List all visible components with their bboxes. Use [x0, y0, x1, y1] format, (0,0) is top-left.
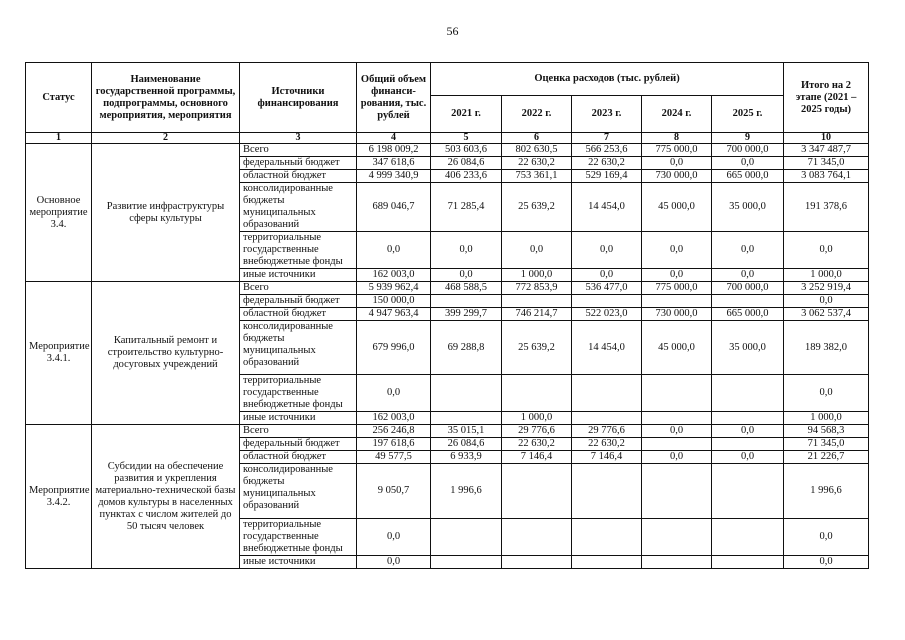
status-cell: Мероприятие 3.4.1. — [26, 282, 92, 425]
budget-table — [25, 62, 869, 569]
value-cell: 0,0 — [431, 232, 502, 269]
value-cell: 14 454,0 — [572, 183, 642, 232]
value-cell — [642, 412, 712, 425]
value-cell — [572, 375, 642, 412]
value-cell: 665 000,0 — [712, 170, 784, 183]
source-cell: областной бюджет — [240, 308, 357, 321]
value-cell: 45 000,0 — [642, 183, 712, 232]
value-cell — [642, 464, 712, 519]
value-cell: 0,0 — [502, 232, 572, 269]
header-sources: Источники финансирования — [240, 63, 357, 133]
value-cell: 3 347 487,7 — [784, 144, 869, 157]
column-number: 8 — [642, 133, 712, 144]
source-cell: федеральный бюджет — [240, 295, 357, 308]
value-cell — [712, 556, 784, 569]
column-number: 2 — [92, 133, 240, 144]
value-cell: 0,0 — [642, 269, 712, 282]
value-cell: 9 050,7 — [357, 464, 431, 519]
value-cell — [502, 556, 572, 569]
value-cell: 775 000,0 — [642, 144, 712, 157]
value-cell: 0,0 — [712, 157, 784, 170]
value-cell: 522 023,0 — [572, 308, 642, 321]
value-cell: 468 588,5 — [431, 282, 502, 295]
value-cell: 665 000,0 — [712, 308, 784, 321]
value-cell — [572, 412, 642, 425]
value-cell: 1 000,0 — [784, 412, 869, 425]
value-cell — [431, 412, 502, 425]
value-cell: 5 939 962,4 — [357, 282, 431, 295]
value-cell — [502, 464, 572, 519]
header-estimate: Оценка расходов (тыс. рублей) — [431, 63, 784, 96]
program-name-cell: Субсидии на обеспечение развития и укрепления материально-технической базы домов культуры в населенных пунктах с числом жителей до 50 тысяч человек — [92, 425, 240, 569]
value-cell: 772 853,9 — [502, 282, 572, 295]
value-cell: 1 000,0 — [784, 269, 869, 282]
value-cell: 4 999 340,9 — [357, 170, 431, 183]
value-cell: 6 933,9 — [431, 451, 502, 464]
value-cell: 0,0 — [642, 157, 712, 170]
value-cell: 35 015,1 — [431, 425, 502, 438]
value-cell: 0,0 — [784, 519, 869, 556]
value-cell — [712, 519, 784, 556]
value-cell: 3 083 764,1 — [784, 170, 869, 183]
value-cell: 0,0 — [357, 556, 431, 569]
source-cell: консолидированные бюджеты муниципальных образований — [240, 183, 357, 232]
value-cell: 3 062 537,4 — [784, 308, 869, 321]
value-cell — [502, 519, 572, 556]
value-cell: 150 000,0 — [357, 295, 431, 308]
column-number: 9 — [712, 133, 784, 144]
value-cell: 406 233,6 — [431, 170, 502, 183]
value-cell: 503 603,6 — [431, 144, 502, 157]
value-cell: 347 618,6 — [357, 157, 431, 170]
value-cell: 0,0 — [642, 425, 712, 438]
value-cell — [431, 295, 502, 308]
value-cell: 0,0 — [784, 375, 869, 412]
value-cell: 25 639,2 — [502, 321, 572, 375]
value-cell: 0,0 — [712, 232, 784, 269]
value-cell: 22 630,2 — [502, 438, 572, 451]
value-cell — [572, 464, 642, 519]
value-cell: 94 568,3 — [784, 425, 869, 438]
source-cell: федеральный бюджет — [240, 438, 357, 451]
value-cell: 1 000,0 — [502, 412, 572, 425]
value-cell: 7 146,4 — [502, 451, 572, 464]
header-year: 2024 г. — [642, 96, 712, 133]
program-name-cell: Капитальный ремонт и строительство культурно-досуговых учреждений — [92, 282, 240, 425]
value-cell: 22 630,2 — [572, 157, 642, 170]
value-cell: 162 003,0 — [357, 412, 431, 425]
table-row — [26, 144, 869, 157]
value-cell: 71 345,0 — [784, 438, 869, 451]
source-cell: Всего — [240, 282, 357, 295]
value-cell — [572, 519, 642, 556]
value-cell: 0,0 — [784, 232, 869, 269]
value-cell — [502, 375, 572, 412]
value-cell: 71 345,0 — [784, 157, 869, 170]
page-number: 56 — [446, 24, 459, 38]
value-cell: 29 776,6 — [572, 425, 642, 438]
value-cell: 700 000,0 — [712, 144, 784, 157]
value-cell — [572, 295, 642, 308]
source-cell: консолидированные бюджеты муниципальных образований — [240, 464, 357, 519]
value-cell — [642, 375, 712, 412]
value-cell: 0,0 — [642, 232, 712, 269]
value-cell: 3 252 919,4 — [784, 282, 869, 295]
source-cell: Всего — [240, 425, 357, 438]
source-cell: территориальные государственные внебюджетные фонды — [240, 519, 357, 556]
value-cell: 700 000,0 — [712, 282, 784, 295]
value-cell: 197 618,6 — [357, 438, 431, 451]
column-number: 10 — [784, 133, 869, 144]
source-cell: территориальные государственные внебюджетные фонды — [240, 232, 357, 269]
column-number: 3 — [240, 133, 357, 144]
value-cell: 4 947 963,4 — [357, 308, 431, 321]
value-cell: 45 000,0 — [642, 321, 712, 375]
value-cell: 26 084,6 — [431, 438, 502, 451]
value-cell: 566 253,6 — [572, 144, 642, 157]
value-cell: 0,0 — [357, 375, 431, 412]
value-cell — [642, 556, 712, 569]
value-cell: 775 000,0 — [642, 282, 712, 295]
value-cell — [642, 438, 712, 451]
header-total: Общий объем финанси-рования, тыс. рублей — [357, 63, 431, 133]
source-cell: консолидированные бюджеты муниципальных образований — [240, 321, 357, 375]
status-cell: Основное мероприятие 3.4. — [26, 144, 92, 282]
value-cell: 71 285,4 — [431, 183, 502, 232]
value-cell — [642, 295, 712, 308]
value-cell: 0,0 — [572, 269, 642, 282]
column-number: 1 — [26, 133, 92, 144]
value-cell: 0,0 — [784, 295, 869, 308]
column-number: 7 — [572, 133, 642, 144]
source-cell: территориальные государственные внебюджетные фонды — [240, 375, 357, 412]
value-cell — [712, 438, 784, 451]
value-cell: 399 299,7 — [431, 308, 502, 321]
value-cell — [431, 519, 502, 556]
value-cell: 69 288,8 — [431, 321, 502, 375]
header-program-name: Наименование государственной программы, подпрограммы, основного мероприятия, мероприятия — [92, 63, 240, 133]
value-cell: 730 000,0 — [642, 170, 712, 183]
value-cell: 189 382,0 — [784, 321, 869, 375]
value-cell: 256 246,8 — [357, 425, 431, 438]
header-stage-total: Итого на 2 этапе (2021 – 2025 годы) — [784, 63, 869, 133]
value-cell: 35 000,0 — [712, 183, 784, 232]
value-cell: 730 000,0 — [642, 308, 712, 321]
value-cell: 0,0 — [784, 556, 869, 569]
value-cell: 0,0 — [642, 451, 712, 464]
header-year: 2022 г. — [502, 96, 572, 133]
value-cell: 0,0 — [712, 425, 784, 438]
value-cell: 0,0 — [712, 451, 784, 464]
table-body — [26, 144, 869, 569]
source-cell: иные источники — [240, 269, 357, 282]
column-number: 6 — [502, 133, 572, 144]
value-cell — [431, 375, 502, 412]
value-cell: 0,0 — [572, 232, 642, 269]
value-cell: 1 996,6 — [784, 464, 869, 519]
value-cell: 22 630,2 — [572, 438, 642, 451]
value-cell: 1 996,6 — [431, 464, 502, 519]
source-cell: иные источники — [240, 412, 357, 425]
source-cell: областной бюджет — [240, 170, 357, 183]
value-cell — [712, 375, 784, 412]
value-cell — [712, 464, 784, 519]
column-number: 4 — [357, 133, 431, 144]
value-cell: 0,0 — [357, 232, 431, 269]
header-year: 2025 г. — [712, 96, 784, 133]
value-cell: 25 639,2 — [502, 183, 572, 232]
value-cell — [431, 556, 502, 569]
header-year: 2023 г. — [572, 96, 642, 133]
value-cell — [502, 295, 572, 308]
value-cell: 529 169,4 — [572, 170, 642, 183]
value-cell — [572, 556, 642, 569]
value-cell: 22 630,2 — [502, 157, 572, 170]
header-status: Статус — [26, 63, 92, 133]
table-row — [26, 425, 869, 438]
value-cell: 35 000,0 — [712, 321, 784, 375]
source-cell: иные источники — [240, 556, 357, 569]
value-cell: 6 198 009,2 — [357, 144, 431, 157]
value-cell: 0,0 — [712, 269, 784, 282]
value-cell: 7 146,4 — [572, 451, 642, 464]
value-cell: 746 214,7 — [502, 308, 572, 321]
value-cell — [712, 295, 784, 308]
value-cell: 1 000,0 — [502, 269, 572, 282]
value-cell: 191 378,6 — [784, 183, 869, 232]
value-cell: 536 477,0 — [572, 282, 642, 295]
value-cell: 21 226,7 — [784, 451, 869, 464]
table-row — [26, 282, 869, 295]
status-cell: Мероприятие 3.4.2. — [26, 425, 92, 569]
value-cell — [712, 412, 784, 425]
source-cell: Всего — [240, 144, 357, 157]
value-cell: 679 996,0 — [357, 321, 431, 375]
source-cell: областной бюджет — [240, 451, 357, 464]
value-cell: 753 361,1 — [502, 170, 572, 183]
header-year: 2021 г. — [431, 96, 502, 133]
value-cell: 29 776,6 — [502, 425, 572, 438]
value-cell: 689 046,7 — [357, 183, 431, 232]
value-cell: 14 454,0 — [572, 321, 642, 375]
value-cell: 0,0 — [431, 269, 502, 282]
value-cell: 26 084,6 — [431, 157, 502, 170]
value-cell: 49 577,5 — [357, 451, 431, 464]
value-cell — [642, 519, 712, 556]
source-cell: федеральный бюджет — [240, 157, 357, 170]
program-name-cell: Развитие инфраструктуры сферы культуры — [92, 144, 240, 282]
value-cell: 162 003,0 — [357, 269, 431, 282]
value-cell: 802 630,5 — [502, 144, 572, 157]
column-number: 5 — [431, 133, 502, 144]
value-cell: 0,0 — [357, 519, 431, 556]
